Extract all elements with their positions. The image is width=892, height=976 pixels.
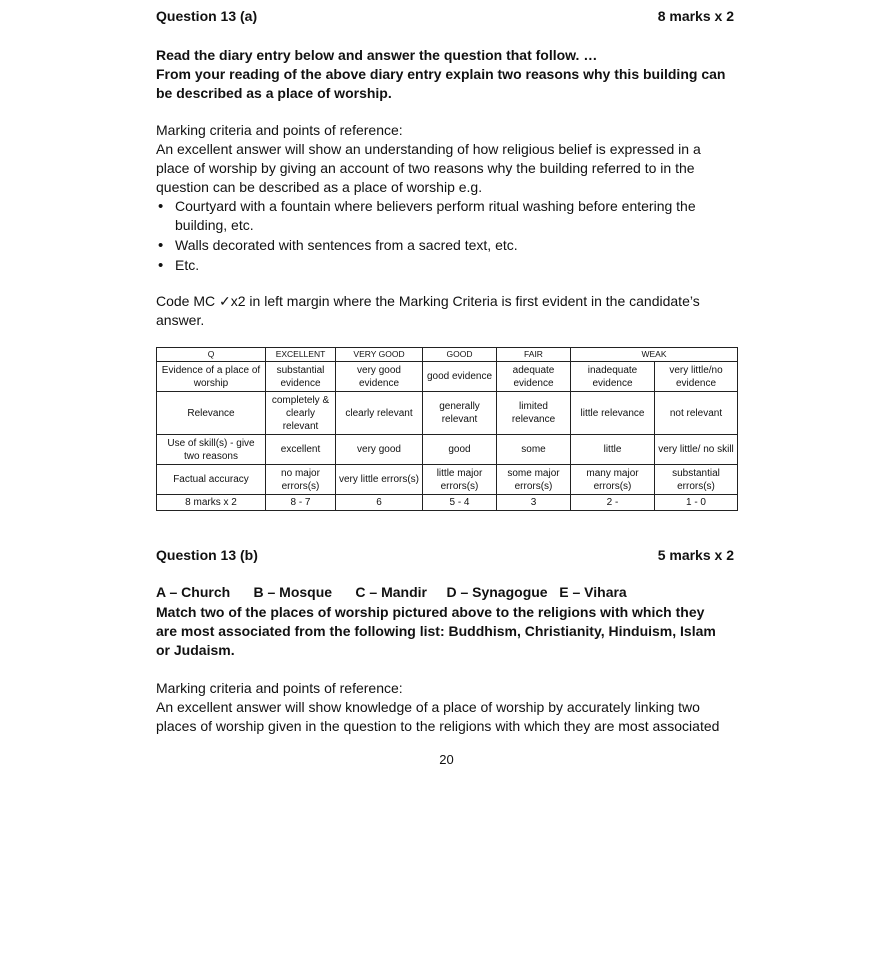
option-a: A – Church <box>156 584 231 600</box>
table-cell: no major errors(s) <box>266 465 336 495</box>
header-cell: GOOD <box>423 348 497 362</box>
table-header-row <box>157 348 738 362</box>
question-13a-criteria <box>156 121 737 276</box>
table-cell: 5 - 4 <box>423 495 497 511</box>
header-cell: Q <box>157 348 266 362</box>
header-cell: VERY GOOD <box>336 348 423 362</box>
option-b: B – Mosque <box>253 584 333 600</box>
table-cell: good evidence <box>423 362 497 392</box>
places-of-worship-options <box>156 584 627 600</box>
criteria-text: An excellent answer will show an understanding of how religious belief is expressed in a place of worship by giving an account of two reasons why the building referred to in the question can be described as a place of worship e.g. <box>156 141 701 195</box>
question-13b-marks: 5 marks x 2 <box>657 547 734 563</box>
header-cell: FAIR <box>497 348 571 362</box>
marking-grid-table <box>156 347 738 511</box>
table-cell: good <box>423 435 497 465</box>
question-13a-title: Question 13 (a) <box>156 8 258 24</box>
table-cell: 6 <box>336 495 423 511</box>
table-cell: 1 - 0 <box>655 495 738 511</box>
table-cell: 3 <box>497 495 571 511</box>
question-13b-instruction: Match two of the places of worship pictured above to the religions with which they are most associated from the following list: Buddhism, Christianity, Hinduism, Islam or Judaism. <box>156 604 716 658</box>
instruction-line-1: Read the diary entry below and answer the question that follow. … <box>156 47 598 63</box>
table-cell: some major errors(s) <box>497 465 571 495</box>
bullet-item: • Etc. <box>156 256 721 275</box>
table-cell: very little/no evidence <box>655 362 738 392</box>
option-c: C – Mandir <box>355 584 427 600</box>
table-row <box>157 495 738 511</box>
table-cell: Use of skill(s) - give two reasons <box>157 435 266 465</box>
criteria-bullet-list <box>156 197 721 275</box>
table-cell: little major errors(s) <box>423 465 497 495</box>
bullet-item: • Walls decorated with sentences from a sacred text, etc. <box>156 236 721 255</box>
question-13a-marks: 8 marks x 2 <box>657 8 734 24</box>
table-cell: clearly relevant <box>336 392 423 435</box>
header-cell: EXCELLENT <box>266 348 336 362</box>
table-cell: inadequate evidence <box>571 362 655 392</box>
table-cell: Factual accuracy <box>157 465 266 495</box>
table-cell: not relevant <box>655 392 738 435</box>
question-13a-instructions <box>156 46 737 103</box>
table-cell: some <box>497 435 571 465</box>
table-cell: little <box>571 435 655 465</box>
question-13a-header <box>156 8 734 24</box>
table-cell: 2 - <box>571 495 655 511</box>
table-cell: Relevance <box>157 392 266 435</box>
table-cell: substantial evidence <box>266 362 336 392</box>
page-number: 20 <box>439 752 454 767</box>
table-cell: little relevance <box>571 392 655 435</box>
question-13b-criteria <box>156 679 737 736</box>
option-d: D – Synagogue <box>446 584 548 600</box>
table-cell: many major errors(s) <box>571 465 655 495</box>
instruction-line-2: From your reading of the above diary entry explain two reasons why this building can be described as a place of worship. <box>156 66 726 101</box>
table-cell: 8 - 7 <box>266 495 336 511</box>
table-cell: substantial errors(s) <box>655 465 738 495</box>
table-cell: very little errors(s) <box>336 465 423 495</box>
table-cell: 8 marks x 2 <box>157 495 266 511</box>
table-row <box>157 362 738 392</box>
table-cell: very little/ no skill <box>655 435 738 465</box>
table-cell: limited relevance <box>497 392 571 435</box>
header-cell: WEAK <box>571 348 738 362</box>
table-cell: Evidence of a place of worship <box>157 362 266 392</box>
table-cell: adequate evidence <box>497 362 571 392</box>
option-e: E – Vihara <box>559 584 627 600</box>
question-13b-title: Question 13 (b) <box>156 547 258 563</box>
table-cell: generally relevant <box>423 392 497 435</box>
bullet-item: • Courtyard with a fountain where believers perform ritual washing before entering the building, etc. <box>156 197 721 235</box>
table-row <box>157 465 738 495</box>
question-13b-header <box>156 547 734 563</box>
table-cell: completely & clearly relevant <box>266 392 336 435</box>
criteria-heading: Marking criteria and points of reference: <box>156 680 403 696</box>
table-row <box>157 435 738 465</box>
table-cell: very good <box>336 435 423 465</box>
criteria-text: An excellent answer will show knowledge of a place of worship by accurately linking two places of worship given in the question to the religions with which they are most associated <box>156 699 720 734</box>
table-row <box>157 392 738 435</box>
criteria-heading: Marking criteria and points of reference: <box>156 122 403 138</box>
table-cell: excellent <box>266 435 336 465</box>
code-instruction: Code MC ✓x2 in left margin where the Marking Criteria is first evident in the candidate’s answer. <box>156 293 700 328</box>
table-cell: very good evidence <box>336 362 423 392</box>
